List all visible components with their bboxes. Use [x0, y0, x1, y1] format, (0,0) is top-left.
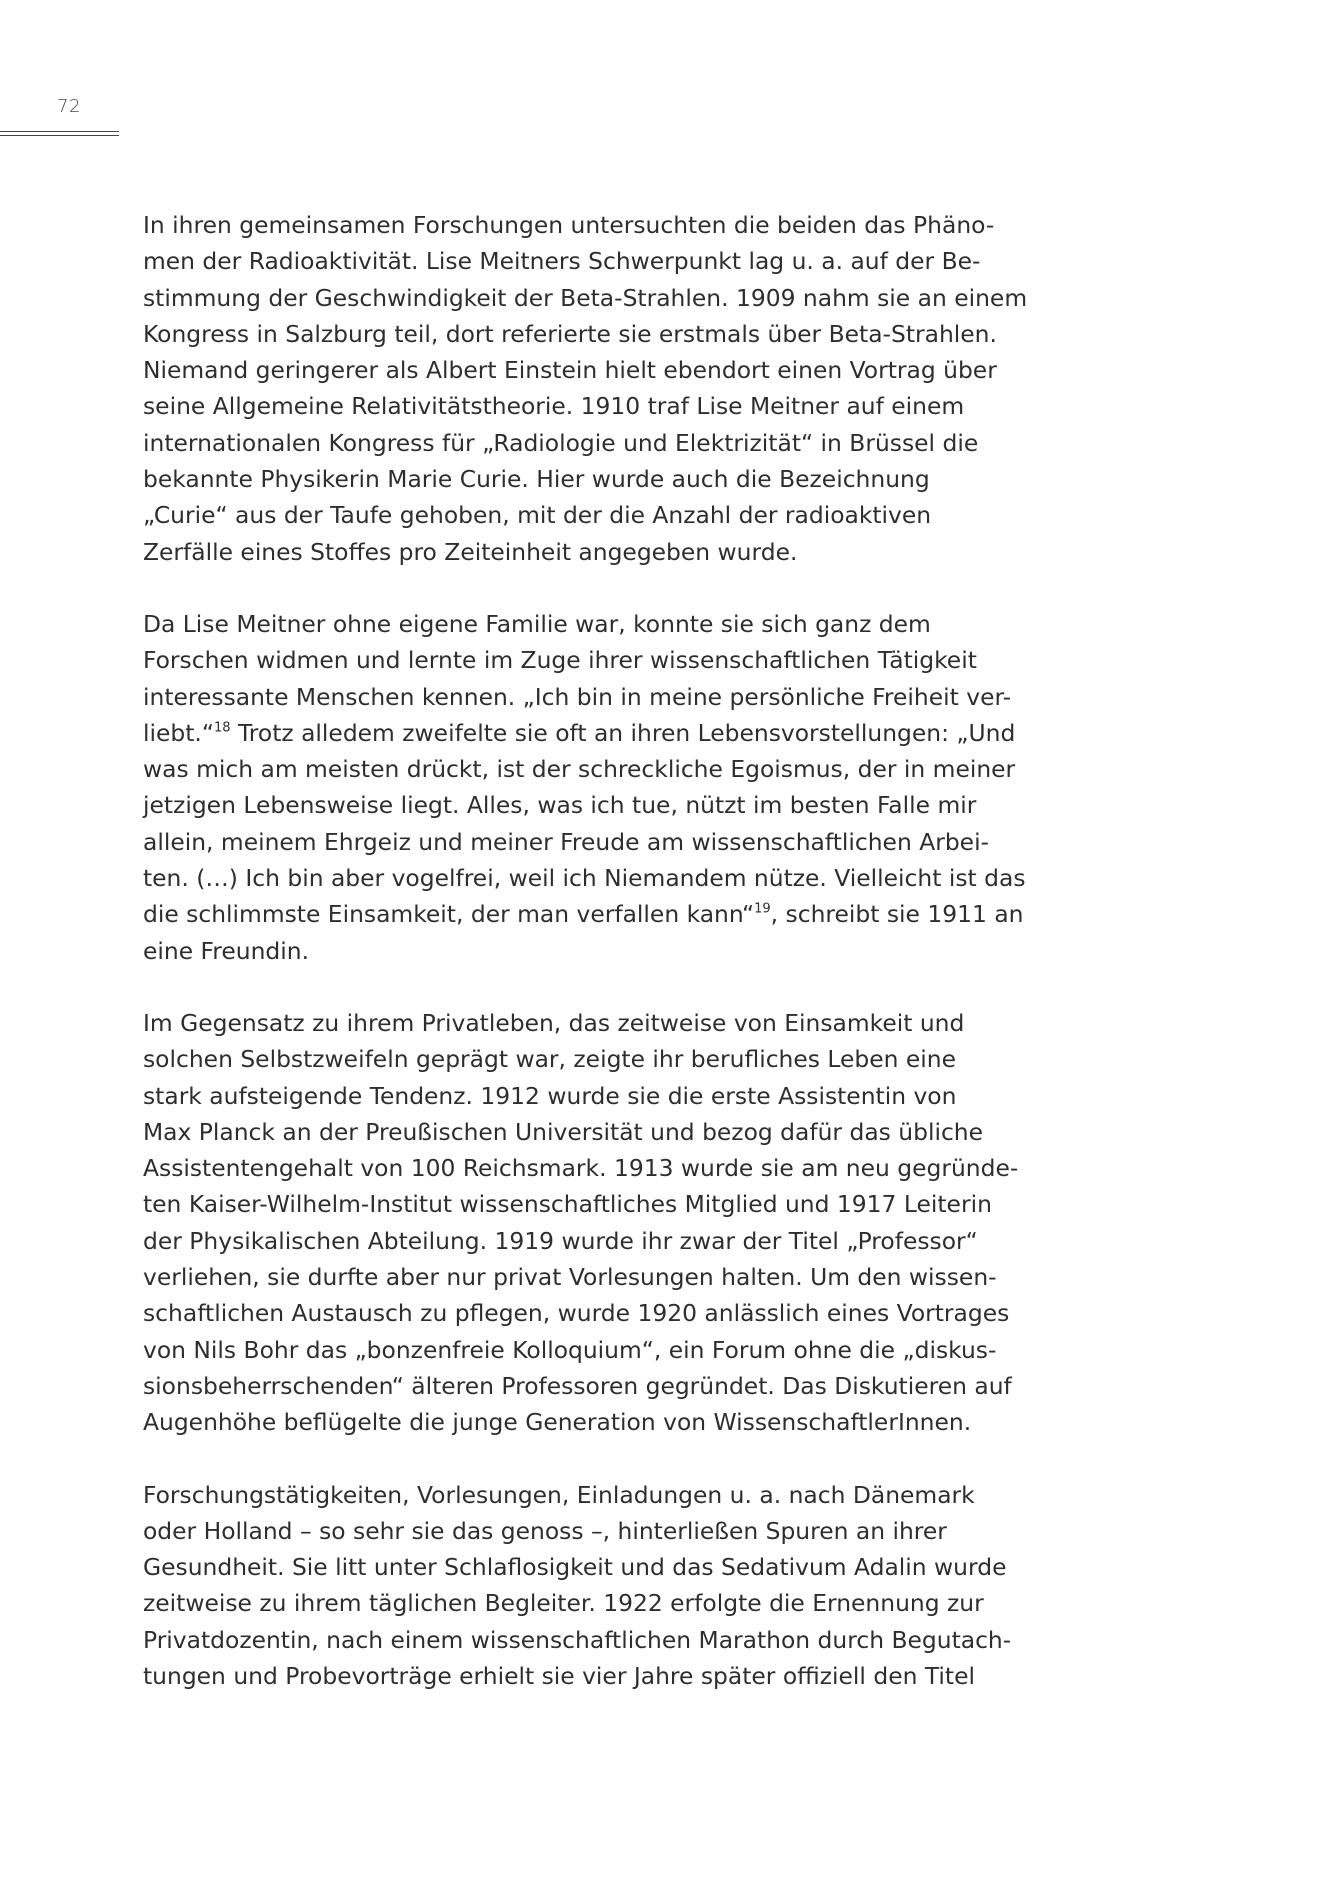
text-line: Privatdozentin, nach einem wissenschaftlichen Marathon durch Begutach- [143, 1625, 1012, 1654]
text-line: Augenhöhe beflügelte die junge Generation von WissenschaftlerInnen. [143, 1408, 972, 1437]
text-line-with-footnote [143, 896, 1053, 932]
body-text [143, 207, 1053, 1730]
header-rule-bottom [0, 135, 119, 136]
paragraph-1 [143, 207, 1053, 570]
text-line: oder Holland – so sehr sie das genoss –, hinterließen Spuren an ihrer [143, 1516, 947, 1545]
text-line: bekannte Physikerin Marie Curie. Hier wurde auch die Bezeichnung [143, 465, 930, 494]
text-line: interessante Menschen kennen. „Ich bin in meine persönliche Freiheit ver- [143, 682, 1012, 711]
footnote-ref-19: 19 [754, 901, 771, 917]
paragraph-3 [143, 1005, 1053, 1441]
text-line: jetzigen Lebensweise liegt. Alles, was ich tue, nützt im besten Falle mir [143, 791, 977, 820]
text-line: sionsbeherrschenden“ älteren Professoren gegründet. Das Diskutieren auf [143, 1371, 1012, 1400]
text-line: internationalen Kongress für „Radiologie und Elektrizität“ in Brüssel die [143, 428, 979, 457]
text-line: was mich am meisten drückt, ist der schreckliche Egoismus, der in meiner [143, 755, 1016, 784]
header-rule-top [0, 131, 119, 132]
text-line: men der Radioaktivität. Lise Meitners Schwerpunkt lag u. a. auf der Be- [143, 247, 981, 276]
paragraph-2 [143, 606, 1053, 969]
text-line: der Physikalischen Abteilung. 1919 wurde ihr zwar der Titel „Professor“ [143, 1226, 978, 1255]
page-number: 72 [57, 96, 81, 117]
text-line: stark aufsteigende Tendenz. 1912 wurde sie die erste Assistentin von [143, 1081, 957, 1110]
text-line: zeitweise zu ihrem täglichen Begleiter. 1922 erfolgte die Ernennung zur [143, 1589, 984, 1618]
text-line: von Nils Bohr das „bonzenfreie Kolloquium“, ein Forum ohne die „diskus- [143, 1335, 997, 1364]
text-line: verliehen, sie durfte aber nur privat Vorlesungen halten. Um den wissen- [143, 1263, 997, 1292]
text-fragment: die schlimmste Einsamkeit, der man verfallen kann“ [143, 900, 755, 929]
text-fragment: liebt.“ [143, 718, 214, 747]
text-line: Im Gegensatz zu ihrem Privatleben, das zeitweise von Einsamkeit und [143, 1008, 965, 1037]
text-line: „Curie“ aus der Taufe gehoben, mit der die Anzahl der radioaktiven [143, 501, 932, 530]
text-line: seine Allgemeine Relativitätstheorie. 1910 traf Lise Meitner auf einem [143, 392, 965, 421]
text-line: In ihren gemeinsamen Forschungen untersuchten die beiden das Phäno- [143, 211, 995, 239]
text-line: eine Freundin. [143, 936, 310, 965]
text-line: Da Lise Meitner ohne eigene Familie war, konnte sie sich ganz dem [143, 609, 931, 638]
text-line: ten. (…) Ich bin aber vogelfrei, weil ich Niemandem nütze. Vielleicht ist das [143, 864, 1026, 893]
text-line: tungen und Probevorträge erhielt sie vier Jahre später offiziell den Titel [143, 1661, 975, 1690]
text-line: Forschungstätigkeiten, Vorlesungen, Einladungen u. a. nach Dänemark [143, 1480, 975, 1509]
text-line: Zerfälle eines Stoffes pro Zeiteinheit angegeben wurde. [143, 537, 798, 566]
text-fragment: Trotz alledem zweifelte sie oft an ihren Lebensvorstellungen: „Und [230, 718, 1016, 747]
text-line-with-footnote [143, 715, 1053, 751]
paragraph-4 [143, 1477, 1053, 1695]
text-line: Max Planck an der Preußischen Universität und bezog dafür das übliche [143, 1117, 984, 1146]
text-line: allein, meinem Ehrgeiz und meiner Freude am wissenschaftlichen Arbei- [143, 827, 990, 856]
text-line: schaftlichen Austausch zu pflegen, wurde 1920 anlässlich eines Vortrages [143, 1299, 1010, 1328]
footnote-ref-18: 18 [213, 720, 231, 736]
text-fragment: , schreibt sie 1911 an [770, 900, 1024, 929]
text-line: Kongress in Salzburg teil, dort referierte sie erstmals über Beta-Strahlen. [143, 319, 997, 348]
text-line: Assistentengehalt von 100 Reichsmark. 1913 wurde sie am neu gegründe- [143, 1154, 1019, 1183]
text-line: Gesundheit. Sie litt unter Schlaflosigkeit und das Sedativum Adalin wurde [143, 1553, 1007, 1582]
text-line: stimmung der Geschwindigkeit der Beta-Strahlen. 1909 nahm sie an einem [143, 283, 1028, 312]
text-line: solchen Selbstzweifeln geprägt war, zeigte ihr berufliches Leben eine [143, 1045, 957, 1074]
text-line: Forschen widmen und lernte im Zuge ihrer wissenschaftlichen Tätigkeit [143, 646, 977, 675]
text-line: ten Kaiser-Wilhelm-Institut wissenschaftliches Mitglied und 1917 Leiterin [143, 1190, 992, 1219]
text-line: Niemand geringerer als Albert Einstein hielt ebendort einen Vortrag über [143, 356, 997, 385]
